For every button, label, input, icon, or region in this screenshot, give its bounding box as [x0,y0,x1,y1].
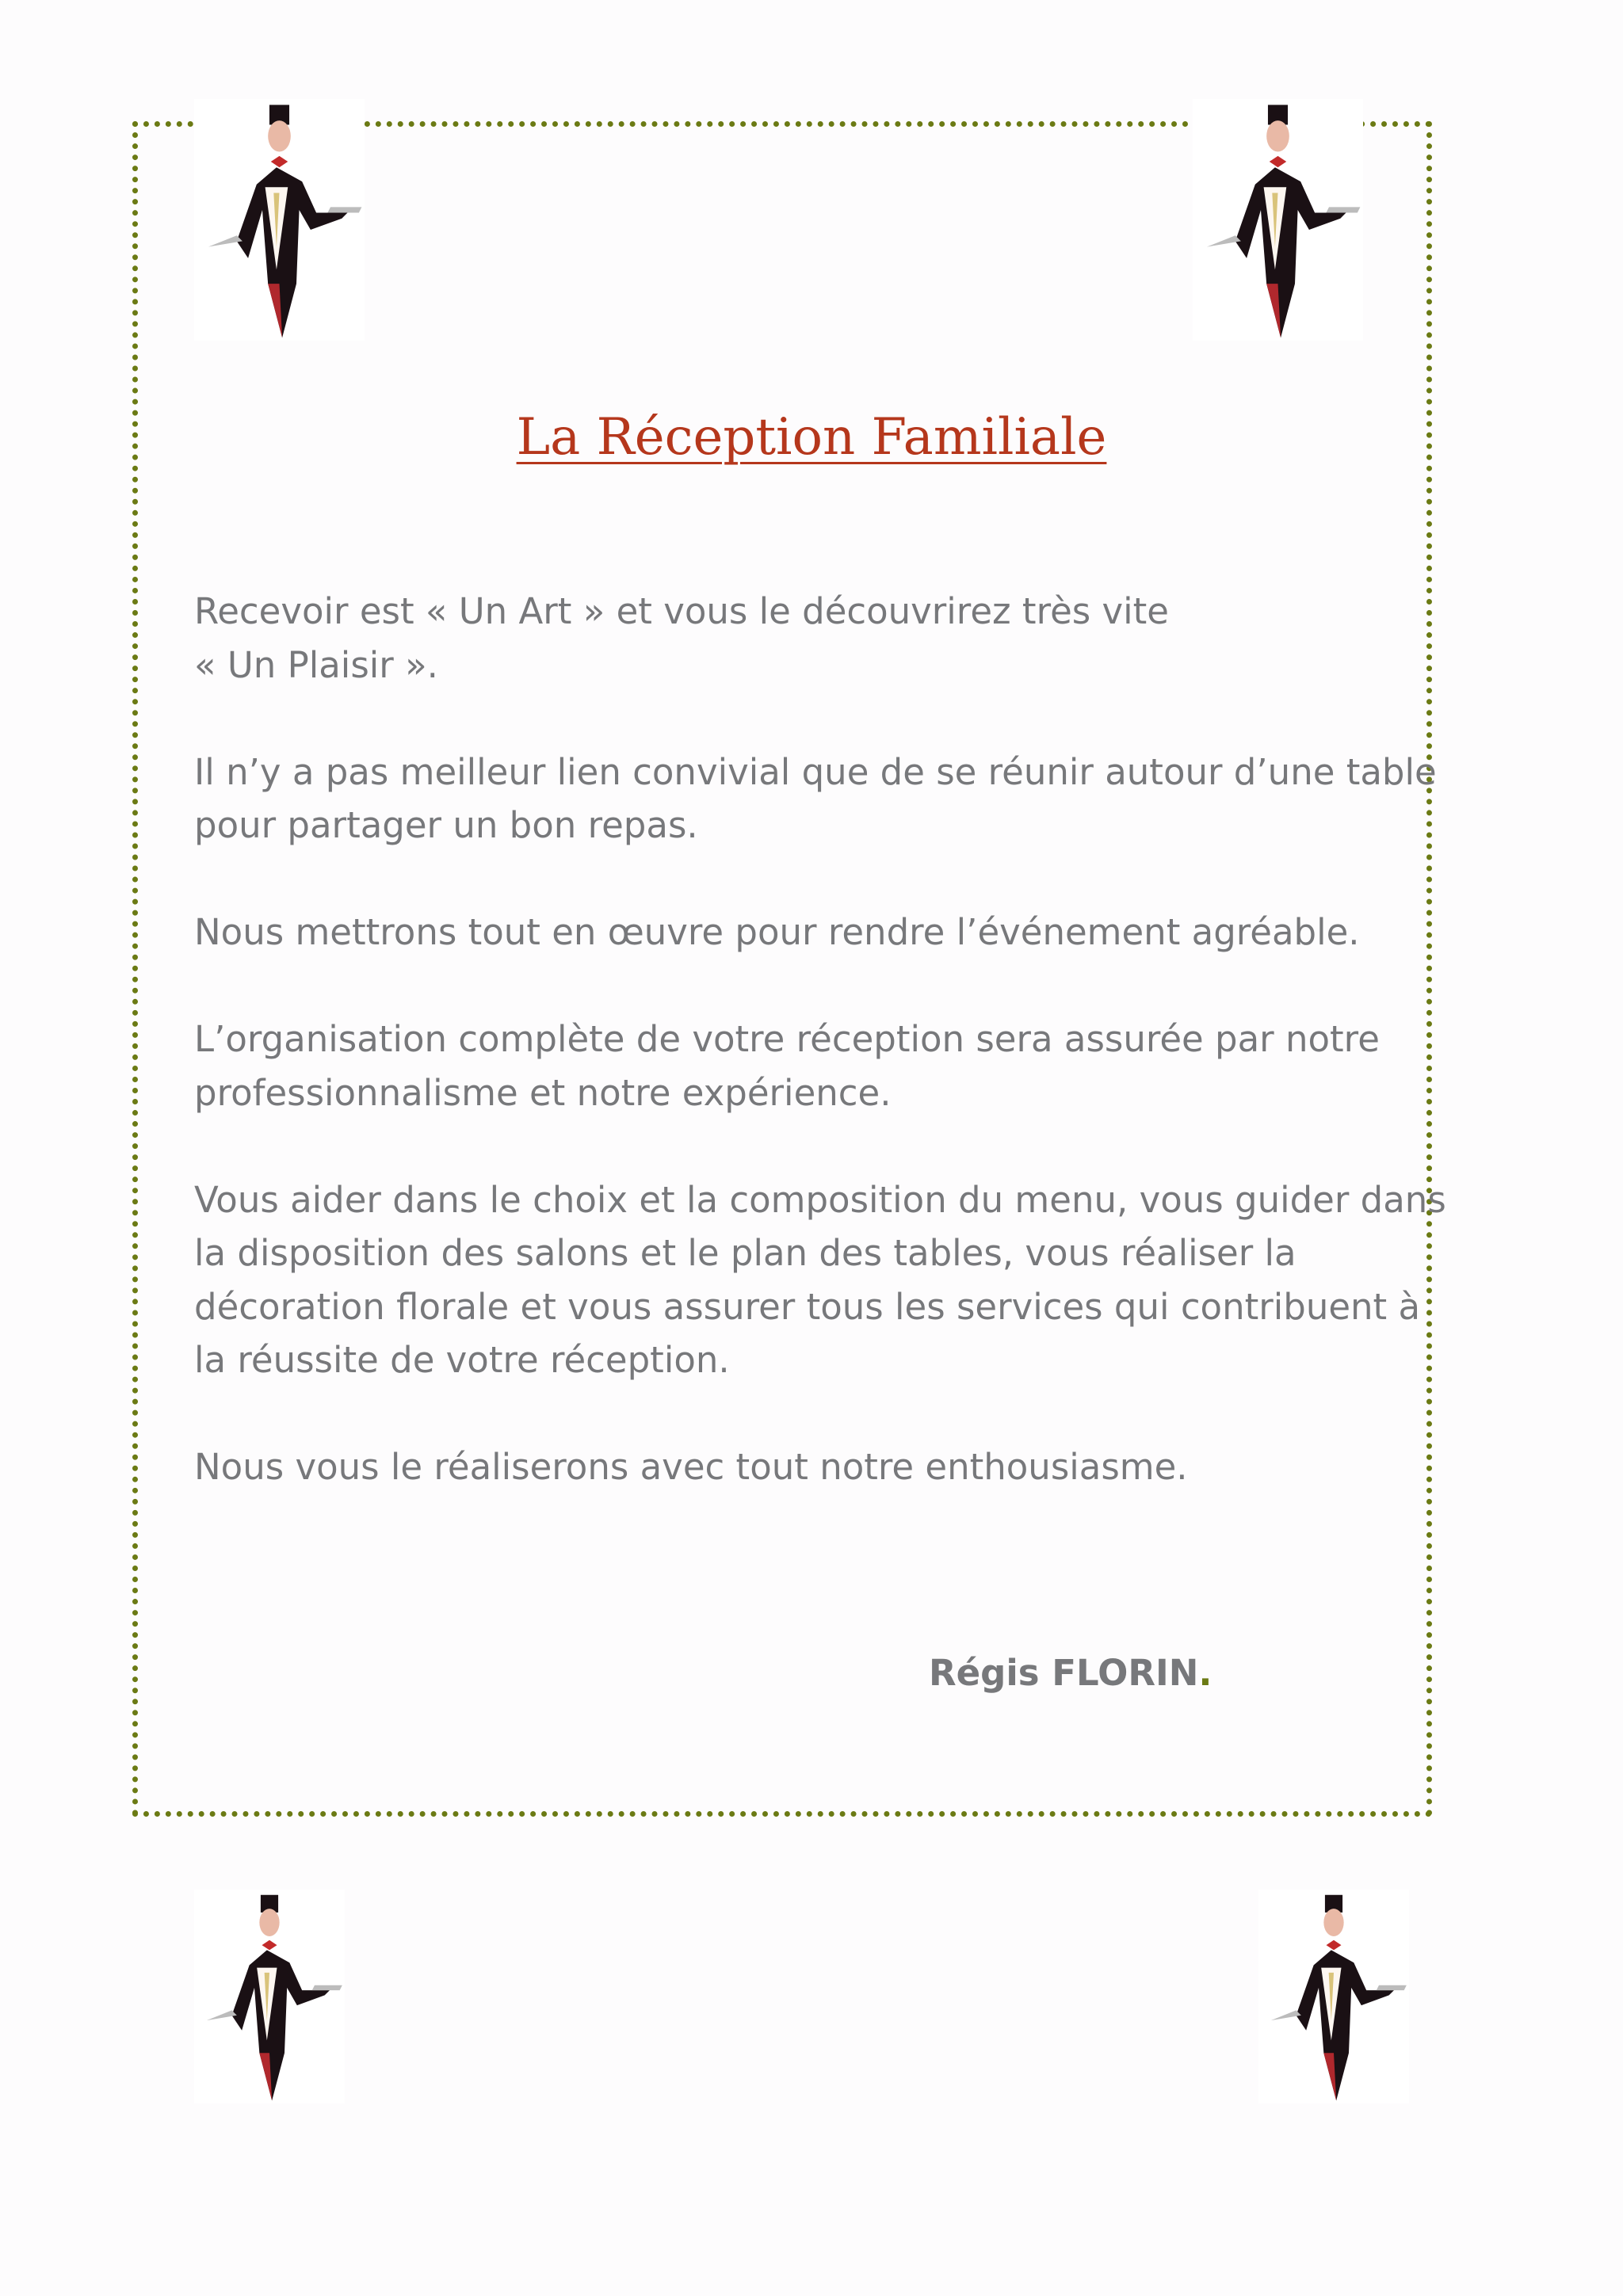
text-line: la disposition des salons et le plan des tables, vous réaliser la [194,1232,1296,1274]
page-title: La Réception Familiale [516,408,1107,467]
text-line: Nous vous le réaliserons avec tout notre enthousiasme. [194,1446,1188,1488]
waiter-illustration-top-left [194,99,365,341]
text-line: « Un Plaisir ». [194,643,438,686]
text-line: Recevoir est « Un Art » et vous le découvrirez très vite [194,590,1169,632]
text-line: décoration florale et vous assurer tous les services qui contribuent à [194,1285,1421,1328]
text-line: Il n’y a pas meilleur lien convivial que de se réunir autour d’une table [194,750,1437,793]
paragraph [194,1173,1446,1387]
letter-body [194,585,1446,1547]
text-line: professionnalisme et notre expérience. [194,1071,892,1114]
signature-name: Régis FLORIN [929,1652,1199,1694]
waiter-illustration-bottom-left [194,1890,345,2103]
waiter-illustration-top-right [1193,99,1363,341]
signature-dot: . [1198,1652,1212,1694]
text-line: pour partager un bon repas. [194,804,698,846]
text-line: la réussite de votre réception. [194,1339,730,1381]
paragraph [194,1440,1446,1494]
text-line: Vous aider dans le choix et la composition du menu, vous guider dans [194,1178,1446,1221]
signature [929,1652,1212,1694]
waiter-illustration-bottom-right [1258,1890,1409,2103]
text-line: L’organisation complète de votre réception sera assurée par notre [194,1018,1380,1060]
text-line: Nous mettrons tout en œuvre pour rendre l’événement agréable. [194,911,1360,953]
paragraph [194,585,1446,692]
paragraph [194,906,1446,959]
paragraph [194,1013,1446,1119]
paragraph [194,746,1446,852]
